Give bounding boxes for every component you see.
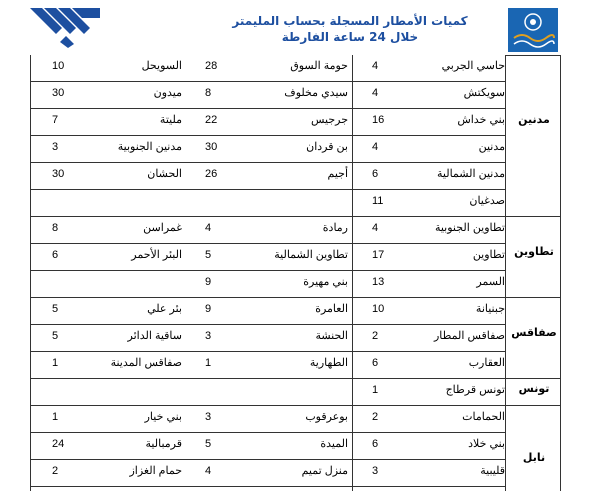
- station-name: بني مهيرة: [303, 276, 348, 288]
- station-name: حمام الغزاز: [129, 465, 182, 477]
- rainfall-value: 5: [52, 330, 59, 342]
- rainfall-value: 6: [372, 438, 379, 450]
- table-hline: [30, 486, 505, 487]
- table-hline: [30, 189, 505, 190]
- title-line-1: كميات الأمطار المسجلة بحساب المليمتر: [232, 14, 468, 28]
- station-name: السويحل: [141, 60, 182, 72]
- rainfall-value: 13: [372, 276, 385, 288]
- rainfall-value: 10: [372, 303, 385, 315]
- station-name: صدغيان: [469, 195, 505, 207]
- station-name: بني خلاد: [468, 438, 505, 450]
- table-hline: [30, 135, 505, 136]
- table-hline: [30, 108, 505, 109]
- table-vline: [505, 55, 506, 491]
- station-name: منزل تميم: [301, 465, 348, 477]
- station-name: جرجيس: [310, 114, 348, 126]
- station-name: مدنين الجنوبية: [117, 141, 182, 153]
- rainfall-value: 26: [205, 168, 218, 180]
- table-hline: [30, 216, 560, 217]
- governorate-label: تونس: [518, 382, 550, 395]
- table-hline: [30, 459, 505, 460]
- station-name: بن قردان: [306, 141, 348, 153]
- rainfall-value: 6: [52, 249, 59, 261]
- station-name: ساقية الدائر: [127, 330, 182, 342]
- rainfall-value: 1: [372, 384, 379, 396]
- rainfall-value: 3: [205, 411, 212, 423]
- table-hline: [505, 55, 560, 56]
- rainfall-value: 4: [372, 60, 379, 72]
- table-hline: [30, 351, 505, 352]
- rainfall-value: 3: [372, 465, 379, 477]
- table-hline: [30, 243, 505, 244]
- table-vline: [352, 55, 353, 491]
- rainfall-value: 3: [205, 330, 212, 342]
- rainfall-value: 8: [205, 87, 212, 99]
- station-name: حومة السوق: [290, 60, 348, 72]
- station-name: مدنين: [478, 141, 505, 153]
- station-name: حاسي الجربي: [441, 60, 505, 72]
- station-name: الحنشة: [315, 330, 348, 342]
- rainfall-value: 17: [372, 249, 385, 261]
- table-hline: [30, 378, 560, 379]
- rainfall-value: 4: [205, 465, 212, 477]
- rainfall-value: 24: [52, 438, 65, 450]
- station-name: سيدي مخلوف: [284, 87, 348, 99]
- station-name: السمر: [476, 276, 505, 288]
- rainfall-value: 2: [372, 411, 379, 423]
- table-hline: [30, 405, 560, 406]
- rainfall-value: 30: [52, 87, 65, 99]
- rainfall-value: 30: [52, 168, 65, 180]
- station-name: العقارب: [468, 357, 505, 369]
- table-hline: [30, 297, 560, 298]
- rainfall-value: 4: [205, 222, 212, 234]
- table-hline: [30, 324, 505, 325]
- governorate-label: مدنين: [518, 113, 550, 126]
- rainfall-value: 28: [205, 60, 218, 72]
- table-vline: [30, 55, 31, 491]
- station-name: الحمامات: [462, 411, 505, 423]
- title-line-2: خلال 24 ساعة الفارطة: [281, 30, 419, 44]
- rainfall-value: 8: [52, 222, 59, 234]
- rainfall-value: 10: [52, 60, 65, 72]
- station-name: ميدون: [153, 87, 182, 99]
- governorate-label: صفاقس: [511, 326, 557, 339]
- rainfall-value: 9: [205, 276, 212, 288]
- rainfall-value: 3: [52, 141, 59, 153]
- rainfall-value: 4: [372, 87, 379, 99]
- rainfall-value: 6: [372, 168, 379, 180]
- rainfall-value: 4: [372, 222, 379, 234]
- rainfall-value: 11: [372, 195, 384, 207]
- station-name: بني خيار: [144, 411, 182, 423]
- station-name: رمادة: [322, 222, 348, 234]
- rainfall-value: 16: [372, 114, 385, 126]
- rainfall-value: 5: [205, 249, 212, 261]
- station-name: صفاقس المطار: [433, 330, 505, 342]
- station-name: مليتة: [159, 114, 182, 126]
- rainfall-value: 1: [52, 357, 59, 369]
- station-name: بوعرقوب: [305, 411, 348, 423]
- table-hline: [30, 270, 505, 271]
- station-name: أجيم: [327, 168, 348, 180]
- table-hline: [30, 432, 505, 433]
- station-name: تطاوين: [472, 249, 505, 261]
- rainfall-value: 4: [372, 141, 379, 153]
- station-name: البئر الأحمر: [131, 249, 182, 261]
- rainfall-value: 30: [205, 141, 218, 153]
- institute-weather-logo-icon: [508, 8, 558, 52]
- governorate-label: نابل: [522, 451, 546, 464]
- station-name: بئر علي: [147, 303, 182, 315]
- station-name: قليبية: [480, 465, 505, 477]
- station-name: تونس قرطاج: [445, 384, 505, 396]
- table-hline: [30, 81, 505, 82]
- rainfall-value: 2: [52, 465, 59, 477]
- rainfall-value: 22: [205, 114, 218, 126]
- stripes-logo-icon: [30, 8, 100, 48]
- rainfall-value: 5: [205, 438, 212, 450]
- station-name: تطاوين الشمالية: [274, 249, 348, 261]
- rainfall-value: 5: [52, 303, 59, 315]
- rainfall-value: 2: [372, 330, 379, 342]
- station-name: الحشان: [147, 168, 182, 180]
- rainfall-value: 1: [52, 411, 59, 423]
- rainfall-value: 6: [372, 357, 379, 369]
- station-name: جبنيانة: [475, 303, 505, 315]
- rainfall-value: 7: [52, 114, 59, 126]
- table-vline: [560, 55, 561, 491]
- rainfall-value: 1: [205, 357, 212, 369]
- station-name: تطاوين الجنوبية: [434, 222, 505, 234]
- station-name: بني خداش: [457, 114, 505, 126]
- rainfall-value: 9: [205, 303, 212, 315]
- station-name: سويكتش: [463, 87, 505, 99]
- governorate-label: تطاوين: [514, 245, 554, 258]
- station-name: العامرة: [315, 303, 348, 315]
- station-name: قرمبالية: [145, 438, 182, 450]
- station-name: غمراسن: [143, 222, 182, 234]
- station-name: الطهارية: [309, 357, 348, 369]
- table-hline: [30, 162, 505, 163]
- station-name: صفاقس المدينة: [110, 357, 182, 369]
- station-name: الميدة: [320, 438, 348, 450]
- station-name: مدنين الشمالية: [437, 168, 505, 180]
